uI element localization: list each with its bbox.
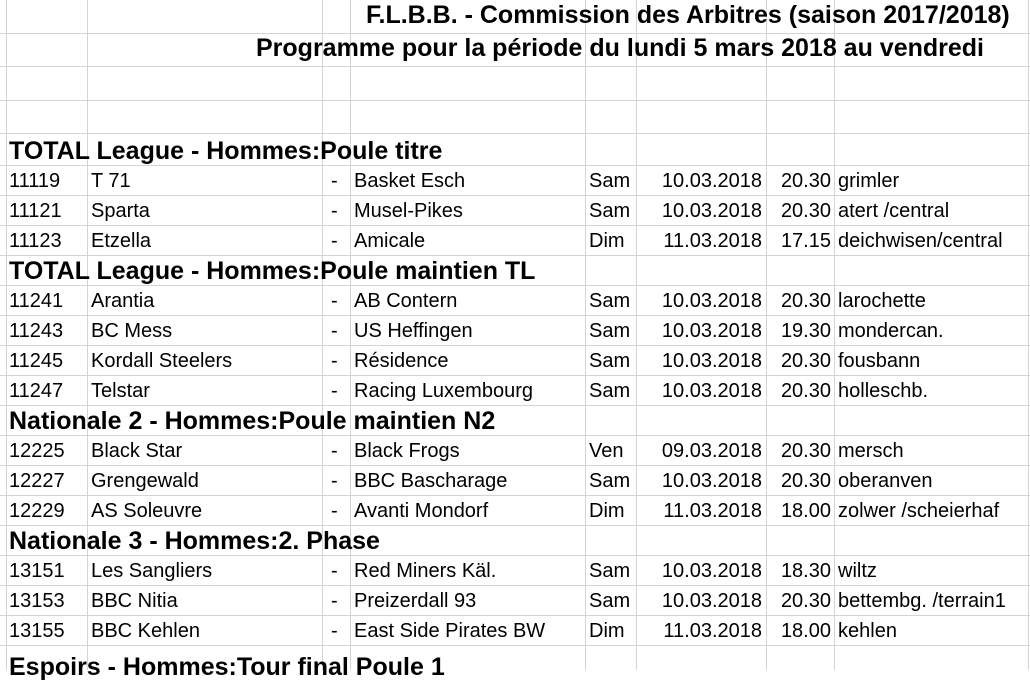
cell-id: 11243 [9,320,64,342]
cell-home: AS Soleuvre [91,500,203,522]
section-heading: TOTAL League - Hommes:Poule titre [9,137,443,165]
section-heading: Espoirs - Hommes:Tour final Poule 1 [9,653,445,681]
cell-id: 11121 [9,200,62,222]
cell-home: Arantia [91,290,155,312]
cell-id: 13151 [9,560,65,582]
cell-away: Basket Esch [354,170,466,192]
cell-id: 13155 [9,620,65,642]
cell-away: Musel-Pikes [354,200,463,222]
cell-sep: - [331,320,338,342]
cell-date: 10.03.2018 [661,560,762,582]
cell-date: 10.03.2018 [661,170,762,192]
cell-day: Sam [589,320,631,342]
cell-venue: deichwisen/central [838,230,1003,252]
cell-date: 11.03.2018 [663,500,762,522]
cell-time: 18.00 [780,500,831,522]
cell-day: Dim [589,620,625,642]
cell-time: 19.30 [780,320,831,342]
cell-away: Black Frogs [354,440,460,462]
cell-day: Sam [589,590,631,612]
cell-id: 11241 [9,290,64,312]
cell-date: 10.03.2018 [661,470,762,492]
cell-venue: holleschb. [838,380,929,402]
cell-sep: - [331,620,338,642]
cell-day: Dim [589,500,625,522]
sheet-title: F.L.B.B. - Commission des Arbitres (saison 2017/2018) [366,1,1010,29]
cell-time: 20.30 [780,290,831,312]
cell-sep: - [331,230,338,252]
section-heading: Nationale 3 - Hommes:2. Phase [9,527,380,555]
cell-time: 17.15 [780,230,831,252]
cell-date: 10.03.2018 [661,350,762,372]
cell-home: Etzella [91,230,152,252]
cell-day: Dim [589,230,625,252]
cell-time: 20.30 [780,170,831,192]
cell-id: 11245 [9,350,64,372]
cell-away: US Heffingen [354,320,473,342]
cell-away: East Side Pirates BW [354,620,546,642]
cell-home: Telstar [91,380,150,402]
cell-sep: - [331,350,338,372]
sheet-subtitle: Programme pour la période du lundi 5 mars 2018 au vendredi [256,34,984,62]
cell-day: Sam [589,350,631,372]
cell-venue: larochette [838,290,926,312]
cell-away: BBC Bascharage [354,470,508,492]
cell-id: 11123 [9,230,62,252]
cell-id: 11247 [9,380,64,402]
cell-venue: atert /central [838,200,950,222]
cell-id: 12229 [9,500,65,522]
cell-date: 11.03.2018 [663,620,762,642]
cell-away: Résidence [354,350,449,372]
cell-sep: - [331,440,338,462]
cell-home: Les Sangliers [91,560,213,582]
cell-time: 20.30 [780,350,831,372]
cell-time: 20.30 [780,200,831,222]
cell-day: Sam [589,470,631,492]
section-heading: TOTAL League - Hommes:Poule maintien TL [9,257,536,285]
cell-time: 20.30 [780,380,831,402]
cell-date: 10.03.2018 [661,290,762,312]
cell-home: Black Star [91,440,183,462]
cell-sep: - [331,590,338,612]
cell-time: 20.30 [780,440,831,462]
cell-away: Avanti Mondorf [354,500,489,522]
cell-home: BBC Kehlen [91,620,200,642]
cell-away: Preizerdall 93 [354,590,477,612]
cell-venue: zolwer /scheierhaf [838,500,1000,522]
cell-day: Ven [589,440,624,462]
cell-sep: - [331,290,338,312]
cell-day: Sam [589,200,631,222]
cell-venue: grimler [838,170,900,192]
cell-day: Sam [589,290,631,312]
cell-id: 12227 [9,470,65,492]
cell-sep: - [331,470,338,492]
cell-venue: bettembg. /terrain1 [838,590,1006,612]
cell-id: 12225 [9,440,65,462]
cell-time: 20.30 [780,470,831,492]
cell-id: 13153 [9,590,65,612]
cell-time: 18.00 [780,620,831,642]
cell-home: Kordall Steelers [91,350,233,372]
cell-sep: - [331,200,338,222]
cell-venue: oberanven [838,470,933,492]
section-heading: Nationale 2 - Hommes:Poule maintien N2 [9,407,496,435]
cell-day: Sam [589,170,631,192]
cell-venue: wiltz [838,560,877,582]
cell-home: Grengewald [91,470,199,492]
cell-home: Sparta [91,200,150,222]
cell-away: Racing Luxembourg [354,380,533,402]
cell-date: 10.03.2018 [661,590,762,612]
cell-date: 09.03.2018 [661,440,762,462]
cell-venue: mondercan. [838,320,944,342]
cell-venue: kehlen [838,620,897,642]
cell-day: Sam [589,560,631,582]
cell-date: 10.03.2018 [661,320,762,342]
cell-away: AB Contern [354,290,458,312]
cell-sep: - [331,380,338,402]
cell-home: T 71 [91,170,131,192]
cell-time: 20.30 [780,590,831,612]
cell-home: BBC Nitia [91,590,178,612]
cell-date: 10.03.2018 [661,200,762,222]
cell-away: Amicale [354,230,426,252]
cell-sep: - [331,500,338,522]
cell-date: 11.03.2018 [663,230,762,252]
cell-date: 10.03.2018 [661,380,762,402]
cell-sep: - [331,560,338,582]
cell-venue: mersch [838,440,904,462]
cell-venue: fousbann [838,350,921,372]
cell-sep: - [331,170,338,192]
cell-away: Red Miners Käl. [354,560,497,582]
grid-line [0,645,1030,646]
cell-id: 11119 [9,170,61,192]
cell-home: BC Mess [91,320,173,342]
cell-time: 18.30 [780,560,831,582]
cell-day: Sam [589,380,631,402]
